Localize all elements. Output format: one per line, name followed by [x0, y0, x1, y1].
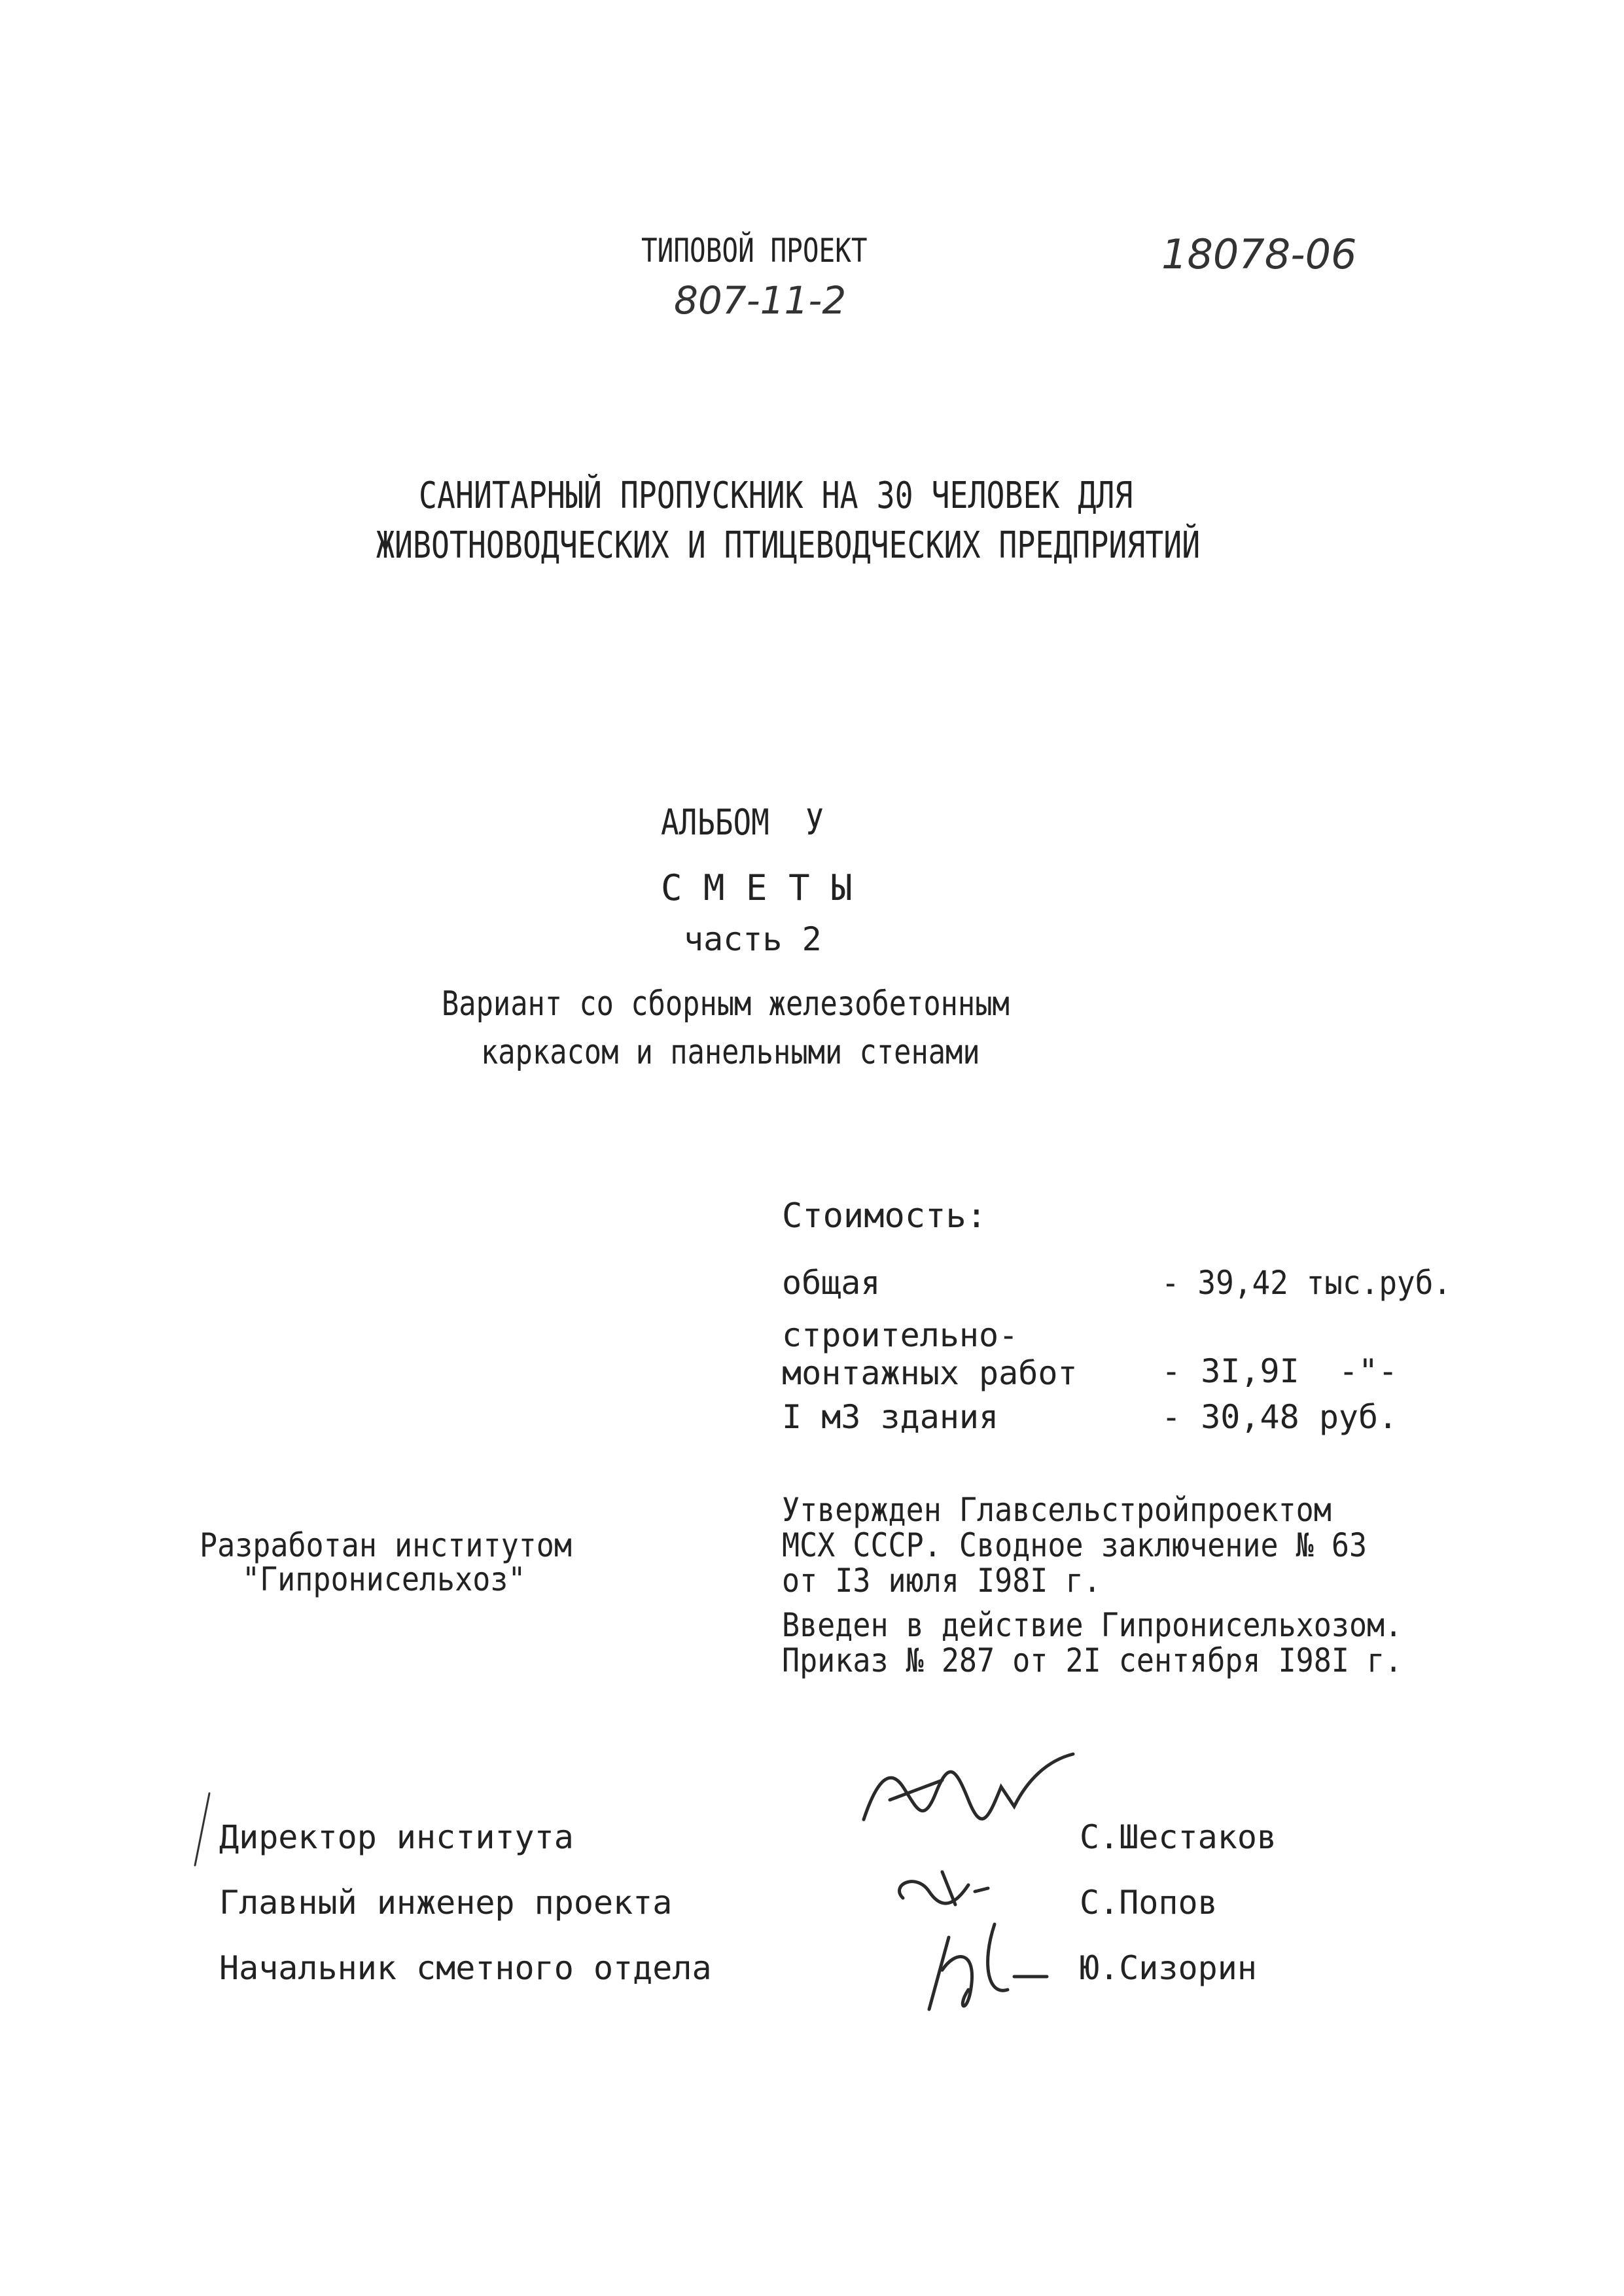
section-title: С М Е Т Ы — [661, 867, 853, 908]
enacted-line-1: Введен в действие Гипронисельхозом. — [782, 1606, 1403, 1644]
cost-label-per-m3: I м3 здания — [782, 1398, 999, 1436]
cost-value-per-m3: - 30,48 руб. — [1161, 1398, 1398, 1436]
developed-by-line-1: Разработан институтом — [200, 1526, 572, 1564]
approved-line-3: от I3 июля I98I г. — [782, 1562, 1101, 1600]
signatory-name-director: С.Шестаков — [1080, 1818, 1277, 1856]
approved-line-1: Утвержден Главсельстройпроектом — [782, 1491, 1332, 1529]
signatory-position-chief-engineer: Главный инженер проекта — [219, 1884, 673, 1922]
variant-line-2: каркасом и панельными стенами — [481, 1033, 980, 1072]
signatory-position-estimate-head: Начальник сметного отдела — [219, 1949, 712, 1987]
cost-value-construction: - 3I,9I -"- — [1161, 1352, 1398, 1390]
margin-mark — [183, 1787, 222, 1878]
approved-line-2: МСХ СССР. Сводное заключение № 63 — [782, 1526, 1368, 1564]
signatory-name-estimate-head: Ю.Сизорин — [1080, 1949, 1257, 1987]
signatory-position-director: Директор института — [219, 1818, 574, 1856]
cost-label-total: общая — [782, 1264, 881, 1302]
signature-director — [851, 1741, 1099, 1846]
project-code: 807-11-2 — [674, 278, 847, 323]
inventory-number: 18078-06 — [1161, 230, 1357, 278]
cost-value-total: - 39,42 тыс.руб. — [1161, 1264, 1452, 1302]
part-label: часть 2 — [684, 920, 822, 958]
title-line-1: САНИТАРНЫЙ ПРОПУСКНИК НА 30 ЧЕЛОВЕК ДЛЯ — [419, 475, 1133, 517]
series-label: ТИПОВОЙ ПРОЕКТ — [641, 232, 868, 270]
cost-heading: Стоимость: — [782, 1196, 987, 1236]
album-label: АЛЬБОМ У — [661, 802, 824, 843]
developed-by-line-2: "Гипронисельхоз" — [242, 1560, 526, 1598]
cost-label-construction: строительно- монтажных работ — [782, 1316, 1078, 1392]
enacted-line-2: Приказ № 287 от 2I сентября I98I г. — [782, 1641, 1403, 1679]
title-line-2: ЖИВОТНОВОДЧЕСКИХ И ПТИЦЕВОДЧЕСКИХ ПРЕДПРИЯТИЙ — [376, 524, 1201, 567]
signatory-name-chief-engineer: С.Попов — [1080, 1884, 1218, 1922]
signature-estimate-head — [909, 1911, 1067, 2022]
variant-line-1: Вариант со сборным железобетонным — [442, 984, 1010, 1024]
